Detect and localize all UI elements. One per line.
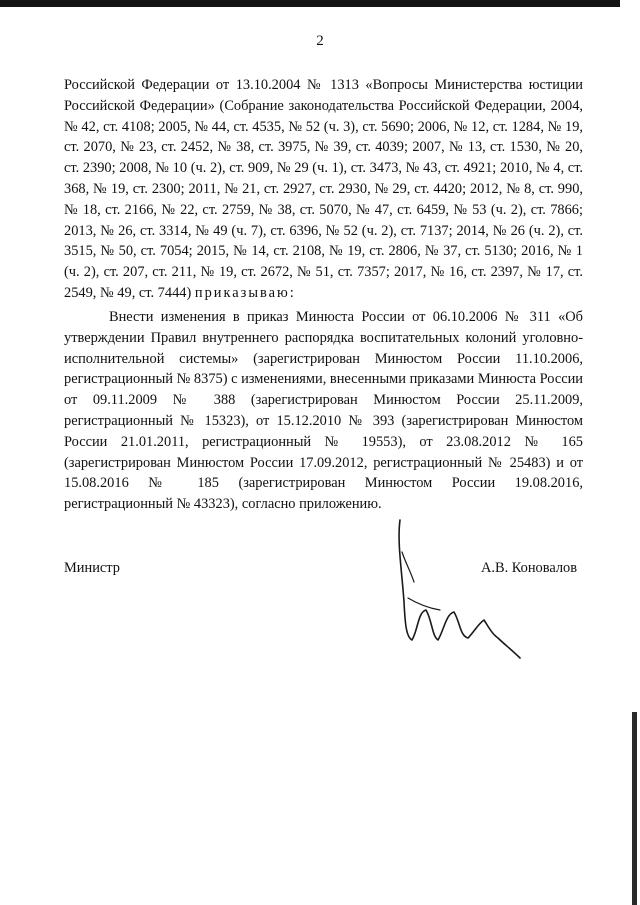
minister-name: А.В. Коновалов [481, 560, 578, 576]
page-number: 2 [316, 33, 324, 49]
handwritten-signature [388, 512, 538, 672]
order-colon: : [289, 284, 294, 301]
preamble-paragraph [64, 75, 583, 304]
signature-flourish [402, 552, 440, 610]
order-word: приказываю [194, 284, 290, 301]
right-edge-bar [632, 712, 637, 905]
order-paragraph: Внести изменения в приказ Минюста России от 06.10.2006 № 311 «Об утверждении Правил внутреннего распорядка воспитательных колоний уголовно-исполнительной системы» (зарегистрирован Минюстом России 11.10.2006, регистрационный № 8375) с изменениями, внесенными приказами Минюста России от 09.11.2009 № 388 (зарегистрирован Минюстом России 25.11.2009, регистрационный № 15323), от 15.12.2010 № 393 (зарегистрирован Минюстом России 21.01.2011, регистрационный № 19553), от 23.08.2012 № 165 (зарегистрирован Минюстом России 17.09.2012, регистрационный № 25483) и от 15.08.2016 № 185 (зарегистрирован Минюстом России 19.08.2016, регистрационный № 43323), согласно приложению. [64, 309, 583, 513]
preamble-text: Российской Федерации от 13.10.2004 № 1313 «Вопросы Министерства юстиции Российской Федерации» (Собрание законодательства Российской Федерации, 2004, № 42, ст. 4108; 2005, № 44, ст. 4535, № 52 (ч. 3), ст. 5690; 2006, № 12, ст. 1284, № 19, ст. 2070, № 23, ст. 2452, № 38, ст. 3975, № 39, ст. 4039; 2007, № 13, ст. 1530, № 20, ст. 2390; 2008, № 10 (ч. 2), ст. 909, № 29 (ч. 1), ст. 3473, № 43, ст. 4921; 2010, № 4, ст. 368, № 19, ст. 2300; 2011, № 21, ст. 2927, ст. 2930, № 29, ст. 4420; 2012, № 8, ст. 990, № 18, ст. 2166, № 22, ст. 2759, № 38, ст. 5070, № 47, ст. 6459, № 53 (ч. 2), ст. 7866; 2013, № 26, ст. 3314, № 49 (ч. 7), ст. 6396, № 52 (ч. 2), ст. 7137; 2014, № 26 (ч. 2), ст. 3515, № 50, ст. 7054; 2015, № 14, ст. 2108, № 19, ст. 2806, № 37, ст. 5130; 2016, № 1 (ч. 2), ст. 207, ст. 211, № 19, ст. 2672, № 51, ст. 7357; 2017, № 16, ст. 2397, № 17, ст. 2549, № 49, ст. 7444) [64, 77, 583, 301]
top-edge-bar [0, 0, 620, 7]
minister-title: Министр [64, 560, 120, 576]
signature-stroke [399, 520, 520, 658]
